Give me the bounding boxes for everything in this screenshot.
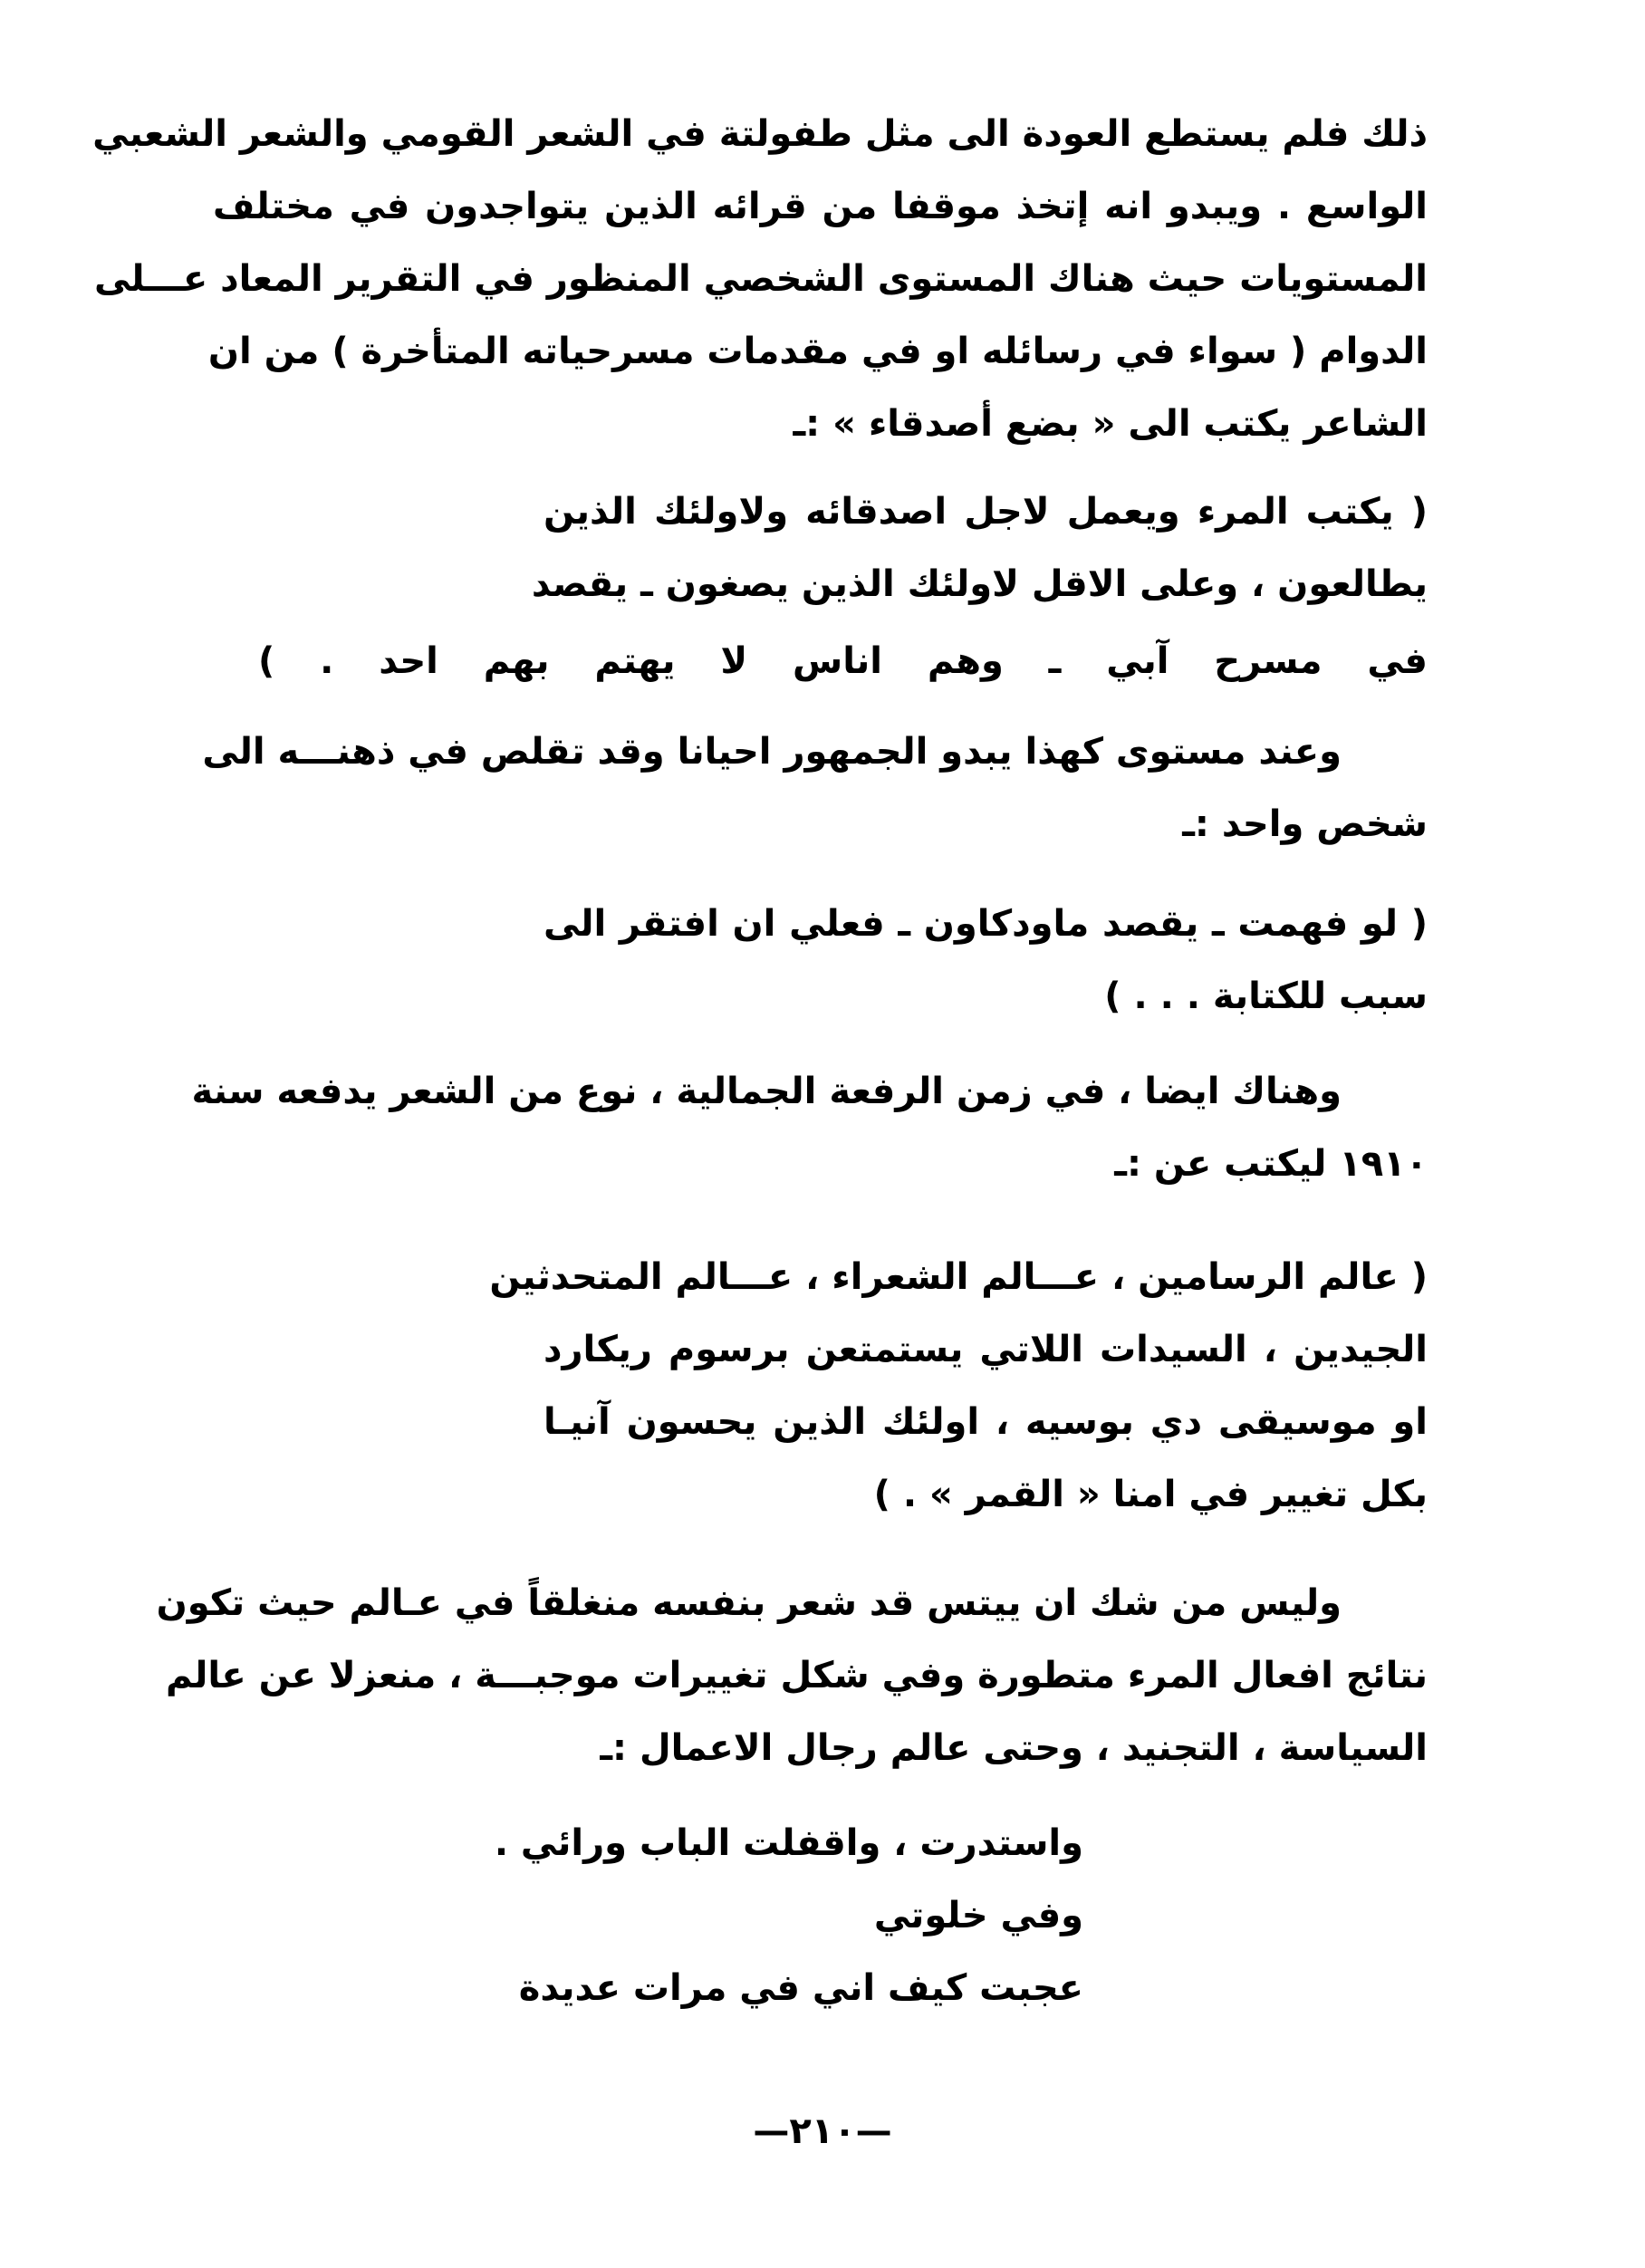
text-line: الشاعر يكتب الى « بضع أصدقاء » :ـ: [793, 403, 1428, 445]
quote-line: سبب للكتابة . . . ): [1104, 975, 1428, 1017]
verse-line: عجبت كيف اني في مرات عديدة: [518, 1967, 1083, 2009]
text-line: الواسع . ويبدو انه إتخذ موقفا من قرائه الذين يتواجدون في مختلف: [213, 186, 1428, 227]
text-line: ١٩١٠ ليكتب عن :ـ: [1114, 1143, 1428, 1185]
quote-line: بكل تغيير في امنا « القمر » . ): [873, 1474, 1428, 1515]
quote-line: او موسيقى دي بوسيه ، اولئك الذين يحسون آنيـا: [544, 1401, 1428, 1443]
text-line: وهناك ايضا ، في زمن الرفعة الجمالية ، نوع من الشعر يدفعه سنة: [191, 1071, 1342, 1112]
quote-line: ( لو فهمت ـ يقصد ماودكاون ـ فعلي ان افتقر الى: [544, 903, 1428, 945]
page-number: —٢١٠—: [753, 2110, 892, 2152]
text-line: شخص واحد :ـ: [1182, 803, 1428, 845]
quote-line: الجيدين ، السيدات اللاتي يستمتعن برسوم ريكارد: [544, 1329, 1428, 1370]
verse-line: وفي خلوتي: [873, 1895, 1083, 1936]
verse-line: واستدرت ، واقفلت الباب ورائي .: [494, 1822, 1083, 1864]
quote-line: يطالعون ، وعلى الاقل لاولئك الذين يصغون ـ يقصد: [531, 563, 1428, 605]
quote-line: ( يكتب المرء ويعمل لاجل اصدقائه ولاولئك الذين: [544, 491, 1428, 533]
text-line: المستويات حيث هناك المستوى الشخصي المنظور في التقرير المعاد عـــلى: [94, 258, 1428, 300]
text-line: وعند مستوى كهذا يبدو الجمهور احيانا وقد تقلص في ذهنـــه الى: [202, 731, 1342, 773]
text-line: السياسة ، التجنيد ، وحتى عالم رجال الاعمال :ـ: [600, 1727, 1428, 1769]
text-line: ذلك فلم يستطع العودة الى مثل طفولتة في الشعر القومي والشعر الشعبي: [92, 113, 1428, 155]
text-line: الدوام ( سواء في رسائله او في مقدمات مسرحياته المتأخرة ) من ان: [207, 331, 1428, 372]
quote-line: في مسرح آبي ـ وهم اناس لا يهتم بهم احد . ): [258, 640, 1428, 682]
quote-line: ( عالم الرسامين ، عـــالم الشعراء ، عـــالم المتحدثين: [489, 1256, 1428, 1298]
text-line: نتائج افعال المرء متطورة وفي شكل تغييرات موجبـــة ، منعزلا عن عالم: [166, 1655, 1428, 1696]
text-line: وليس من شك ان ييتس قد شعر بنفسه منغلقاً في عـالم حيث تكون: [156, 1582, 1342, 1624]
